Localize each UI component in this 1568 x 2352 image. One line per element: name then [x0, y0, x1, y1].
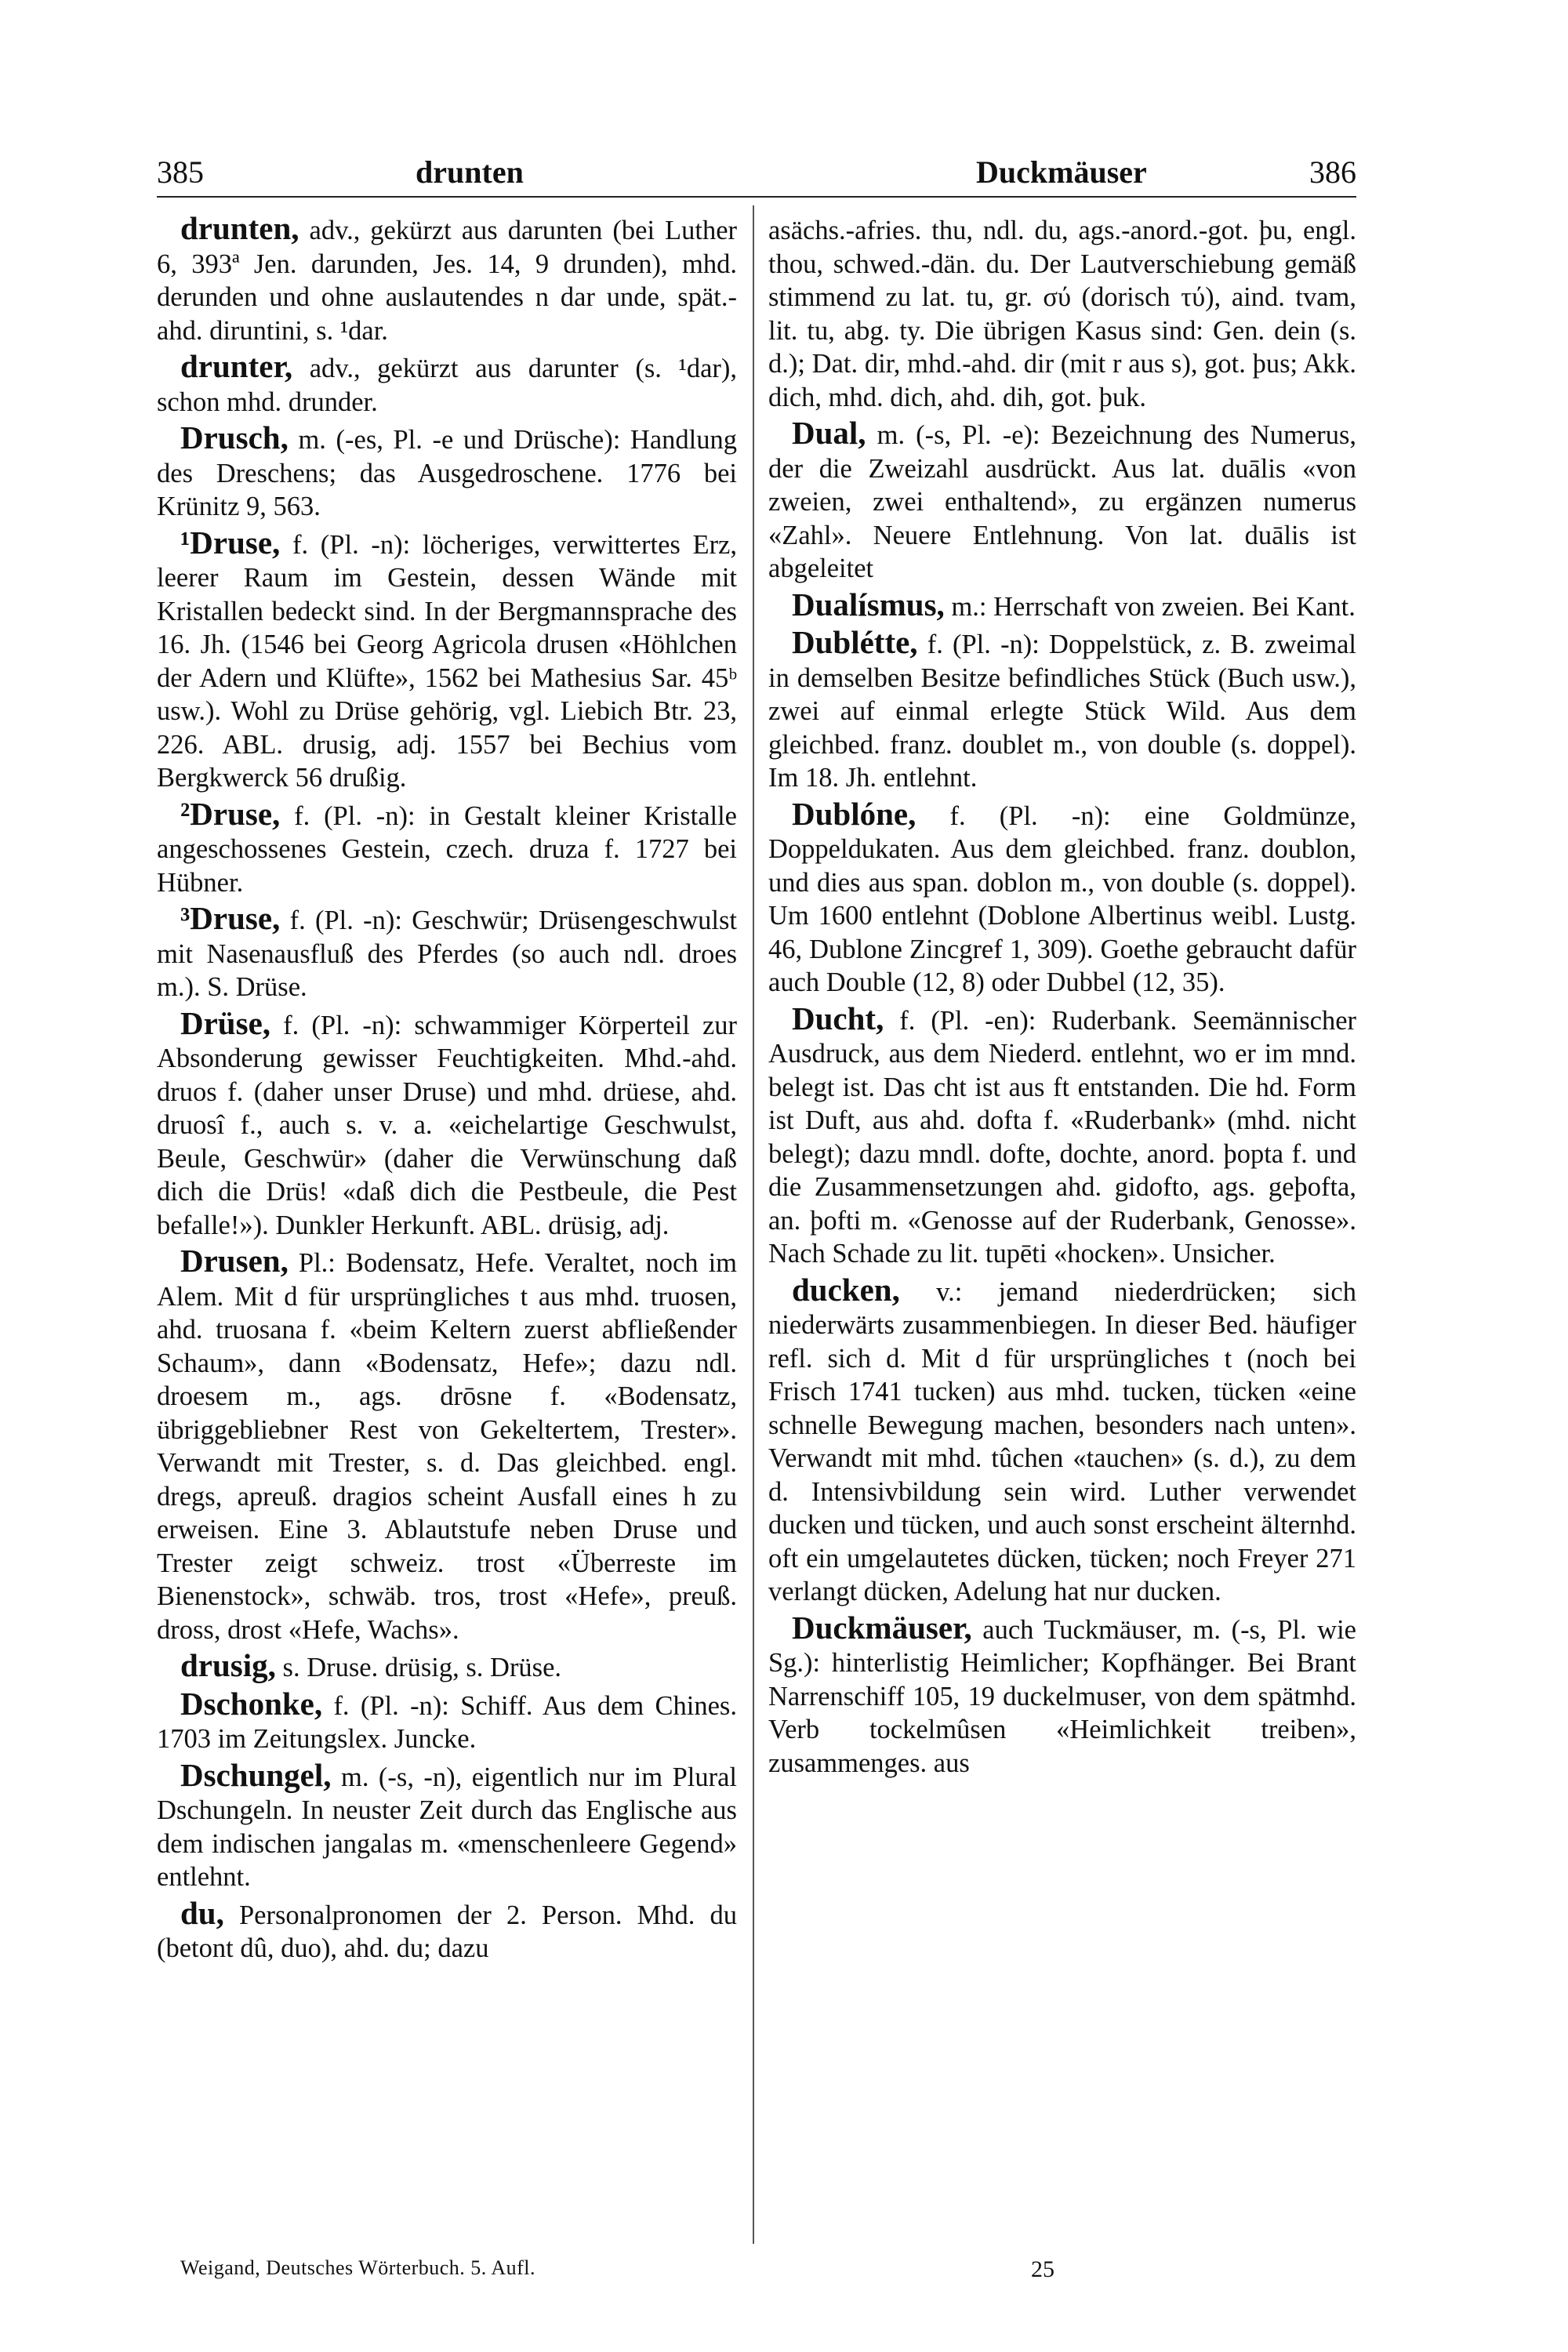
entry-definition: asächs.-afries. thu, ndl. du, ags.-anord.-got. þu, engl. thou, schwed.-dän. du. Der Lautverschiebung gemäß stimmend zu lat. tu, gr. σύ (dorisch τύ), aind. tvam, lit. tu, abg. ty. Die übrigen Kasus sind: Gen. dein (s. d.); Dat. dir, mhd.-ahd. dir (mit r aus s), got. þus; Akk. dich, mhd. dich, ahd. dih, got. þuk. [768, 216, 1356, 412]
right-column [768, 212, 1356, 1782]
dictionary-entry [768, 797, 1356, 1000]
entry-definition: f. (Pl. -n): in Gestalt kleiner Kristalle angeschossenes Gestein, czech. druza f. 1727 bei Hübner. [157, 800, 737, 898]
sheet-number: 25 [1031, 2256, 1054, 2282]
dictionary-entry [768, 1002, 1356, 1271]
dictionary-entry [768, 416, 1356, 586]
entry-headword: Dualísmus, [792, 586, 945, 622]
entry-headword: Dschonke, [180, 1685, 323, 1722]
entry-headword: du, [180, 1894, 224, 1931]
entry-definition: Pl.: Bodensatz, Hefe. Veraltet, noch im Alem. Mit d für ursprüngliches t aus mhd. truosen, ahd. truosana f. «beim Keltern zuerst abfließender Schaum», dann «Bodensatz, Hefe»; dazu ndl. droesem m., ags. drōsne f. «Bodensatz, übriggebliebner Rest von Gekeltertem, Trester». Verwandt mit Trester, s. d. Das gleichbed. engl. dregs, apreuß. dragios scheint Ausfall eines h zu erweisen. Eine 3. Ablautstufe neben Druse und Trester zeigt schweiz. trost «Überreste im Bienenstock», schwäb. tros, trost «Hefe», preuß. dross, drost «Hefe, Wachs». [157, 1248, 737, 1645]
entry-headword: Ducht, [792, 1000, 884, 1036]
entry-definition: f. (Pl. -n): Schiff. Aus dem Chines. 1703 im Zeitungslex. Juncke. [157, 1690, 737, 1754]
entry-definition: v.: jemand niederdrücken; sich niederwärts zusammenbiegen. In dieser Bed. häufiger refl. sich d. Mit d für ursprüngliches t (noch bei Frisch 1741 tucken) aus mhd. tucken, tücken «eine schnelle Bewegung machen, besonders nach unten». Verwandt mit mhd. tûchen «tauchen» (s. d.), zu dem d. Intensivbildung sein wird. Luther verwendet ducken und tücken, und auch sonst erscheint älternhd. oft ein umgelautetes dücken, tücken; noch Freyer 271 verlangt dücken, Adelung hat nur ducken. [768, 1276, 1356, 1606]
dictionary-entry [768, 588, 1356, 624]
dictionary-entry [157, 1004, 737, 1243]
dictionary-entry [157, 1896, 737, 1965]
left-guide-word: drunten [416, 154, 524, 190]
entry-definition: f. (Pl. -n): eine Goldmünze, Doppeldukaten. Aus dem gleichbed. franz. doublon, und dies aus span. doblon m., von double (s. doppel). Um 1600 entlehnt (Doblone Albertinus weibl. Lustg. 46, Dublone Zincgref 1, 309). Goethe gebraucht dafür auch Double (12, 8) oder Dubbel (12, 35). [768, 800, 1356, 997]
entry-definition: m. (-s, Pl. -e): Bezeichnung des Numerus, der die Zweizahl ausdrückt. Aus lat. duālis «von zweien, zwei enthaltend», zu ergänzen numerus «Zahl». Neuere Entlehnung. Von lat. duālis ist abgeleitet [768, 420, 1356, 583]
entry-headword: Dual, [792, 415, 866, 451]
dictionary-entry [157, 1756, 737, 1894]
entry-definition: f. (Pl. -en): Ruderbank. Seemännischer Ausdruck, aus dem Niederd. entlehnt, wo er im mnd. belegt ist. Das cht ist aus ft entstanden. Die hd. Form ist Duft, aus ahd. dofta f. «Ruderbank» (mhd. nicht belegt); dazu mndl. dofte, dochte, anord. þopta f. und die Zusammensetzungen ahd. gidofto, ags. geþofta, an. þofti m. «Genosse auf der Ruderbank, Genosse». Nach Schade zu lit. tupēti «hocken». Unsicher. [768, 1005, 1356, 1269]
entry-definition: m. (-es, Pl. -e und Drüsche): Handlung des Dreschens; das Ausgedroschene. 1776 bei Krünitz 9, 563. [157, 425, 737, 521]
entry-headword: Duckmäuser, [792, 1609, 972, 1646]
entry-headword: ²Druse, [180, 795, 281, 832]
dictionary-entry [157, 1649, 737, 1685]
entry-definition: f. (Pl. -n): Geschwür; Drüsengeschwulst mit Nasenausfluß des Pferdes (so auch ndl. droes m.). S. Drüse. [157, 906, 737, 1002]
entry-definition: auch Tuckmäuser, m. (-s, Pl. wie Sg.): hinterlistig Heimlicher; Kopfhänger. Bei Brant Narrenschiff 105, 19 duckelmuser, von dem spätmhd. Verb tockelmûsen «Heimlichkeit treiben», zusammenges. aus [768, 1614, 1356, 1778]
entry-definition: f. (Pl. -n): Doppelstück, z. B. zweimal in demselben Besitze befindliches Stück (Buch usw.), zwei auf einmal erlegte Stück Wild. Aus dem gleichbed. franz. doublet m., von double (s. doppel). Im 18. Jh. entlehnt. [768, 630, 1356, 793]
entry-definition: m. (-s, -n), eigentlich nur im Plural Dschungeln. In neuster Zeit durch das Englische aus dem indischen jangalas m. «menschenleere Gegend» entlehnt. [157, 1762, 737, 1892]
dictionary-entry [768, 626, 1356, 795]
column-divider [753, 205, 754, 2244]
entry-headword: ¹Druse, [180, 524, 281, 561]
entry-headword: Dublóne, [792, 795, 916, 832]
entry-headword: Dschungel, [180, 1756, 332, 1793]
left-column [157, 212, 737, 1968]
right-page-number: 386 [1309, 154, 1356, 190]
dictionary-entry [768, 1611, 1356, 1780]
dictionary-entry [768, 212, 1356, 414]
dictionary-entry [157, 212, 737, 347]
right-guide-word: Duckmäuser [976, 154, 1147, 190]
entry-headword: Drusen, [180, 1243, 289, 1279]
entry-headword: drusig, [180, 1647, 276, 1683]
entry-headword: Drüse, [180, 1004, 271, 1041]
dictionary-entry [157, 526, 737, 795]
entry-headword: Drusch, [180, 419, 289, 456]
dictionary-entry [157, 797, 737, 900]
dictionary-entry [157, 350, 737, 419]
entry-headword: drunter, [180, 348, 293, 384]
dictionary-entry [157, 902, 737, 1004]
dictionary-entry [157, 1244, 737, 1646]
page-footer [157, 2256, 1356, 2288]
entry-definition: m.: Herrschaft von zweien. Bei Kant. [944, 591, 1356, 622]
entry-headword: Dublétte, [792, 624, 918, 660]
entry-definition: f. (Pl. -n): löcheriges, verwittertes Erz, leerer Raum im Gestein, dessen Wände mit Kristallen bedeckt sind. In der Bergmannsprache des 16. Jh. (1546 bei Georg Agricola drusen «Höhlchen der Adern und Klüfte», 1562 bei Mathesius Sar. 45ᵇ usw.). Wohl zu Drüse gehörig, vgl. Liebich Btr. 23, 226. ABL. drusig, adj. 1557 bei Bechius vom Bergkwerck 56 drußig. [157, 529, 737, 793]
entry-definition: Personalpronomen der 2. Person. Mhd. du (betont dû, duo), ahd. du; dazu [157, 1900, 737, 1963]
entry-definition: s. Druse. drüsig, s. Drüse. [275, 1653, 562, 1682]
dictionary-entry [157, 421, 737, 524]
entry-headword: ducken, [792, 1271, 900, 1308]
dictionary-entry [157, 1687, 737, 1756]
printer-signature: Weigand, Deutsches Wörterbuch. 5. Aufl. [180, 2256, 536, 2279]
header-rule [157, 196, 1356, 198]
entry-definition: adv., gekürzt aus darunter (s. ¹dar), schon mhd. drunder. [157, 354, 737, 417]
entry-headword: ³Druse, [180, 900, 281, 936]
running-header [157, 154, 1356, 194]
dictionary-entry [768, 1273, 1356, 1609]
entry-headword: drunten, [180, 210, 299, 246]
entry-definition: adv., gekürzt aus darunten (bei Luther 6, 393ª Jen. darunden, Jes. 14, 9 drunden), mhd. derunden und ohne auslautendes n dar unde, spät.-ahd. diruntini, s. ¹dar. [157, 216, 737, 346]
entry-definition: f. (Pl. -n): schwammiger Körperteil zur Absonderung gewisser Feuchtigkeiten. Mhd.-ahd. druos f. (daher unser Druse) und mhd. drüese, ahd. druosî f., auch s. v. a. «eichelartige Geschwulst, Beule, Geschwür» (daher die Verwünschung daß dich die Drüs! «daß dich die Pestbeule, die Pest befalle!»). Dunkler Herkunft. ABL. drüsig, adj. [157, 1010, 737, 1240]
left-page-number: 385 [157, 154, 204, 190]
